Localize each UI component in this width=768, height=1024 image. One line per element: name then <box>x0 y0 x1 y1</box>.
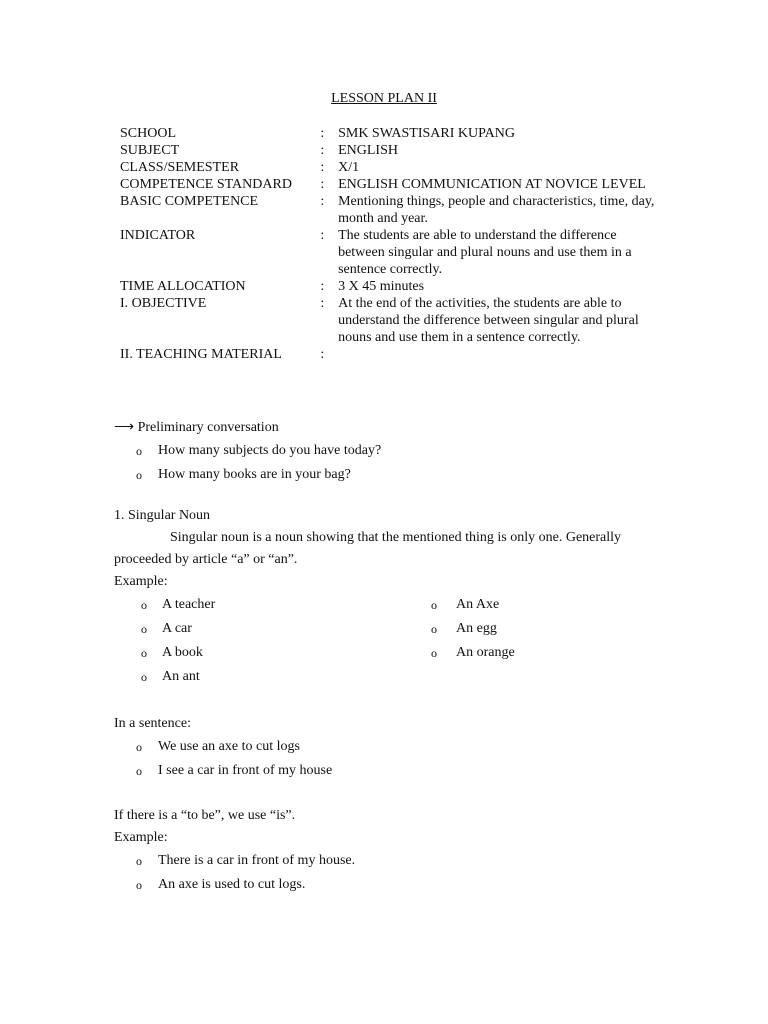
info-row <box>114 193 659 227</box>
info-colon: : <box>320 228 325 243</box>
list-item-text: An axe is used to cut logs. <box>158 877 306 892</box>
info-row <box>114 176 659 193</box>
list-item <box>114 735 674 759</box>
info-label: SUBJECT <box>120 143 180 158</box>
document-title: LESSON PLAN II <box>331 91 437 106</box>
examples-left-column <box>114 593 354 689</box>
preliminary-heading: ⟶ Preliminary conversation <box>114 420 279 435</box>
section-heading: 1. Singular Noun <box>114 508 211 523</box>
example-label: Example: <box>114 830 168 845</box>
list-item-text: A book <box>162 645 203 660</box>
list-item-text: I see a car in front of my house <box>158 763 333 778</box>
examples-columns <box>114 593 674 689</box>
list-item <box>409 617 649 641</box>
info-colon: : <box>320 177 325 192</box>
info-label: COMPETENCE STANDARD <box>120 177 292 192</box>
preliminary-section <box>114 417 674 487</box>
info-colon: : <box>320 160 325 175</box>
info-colon: : <box>320 296 325 311</box>
list-item-text: How many books are in your bag? <box>158 467 351 482</box>
info-value <box>338 346 659 363</box>
list-item-text: A teacher <box>162 597 216 612</box>
info-value: Mentioning things, people and characteristics, time, day, month and year. <box>338 194 655 226</box>
info-colon: : <box>320 126 325 141</box>
info-value: SMK SWASTISARI KUPANG <box>338 126 515 141</box>
info-label: SCHOOL <box>120 126 177 141</box>
list-item-text: An Axe <box>456 597 500 612</box>
info-value: ENGLISH COMMUNICATION AT NOVICE LEVEL <box>338 177 646 192</box>
list-item-text: A car <box>162 621 192 636</box>
sentence-label: In a sentence: <box>114 716 191 731</box>
info-row <box>114 346 659 363</box>
list-item-text: An ant <box>162 669 200 684</box>
tobe-line: If there is a “to be”, we use “is”. <box>114 808 296 823</box>
info-value: At the end of the activities, the students are able to understand the difference between singular and plural nouns and use them in a sentence correctly. <box>338 296 639 345</box>
info-label: I. OBJECTIVE <box>120 296 207 311</box>
bullet-icon: o <box>136 740 142 754</box>
info-colon: : <box>320 279 325 294</box>
bullet-icon: o <box>141 670 147 684</box>
info-label: BASIC COMPETENCE <box>120 194 259 209</box>
bullet-icon: o <box>136 444 142 458</box>
list-item <box>114 849 674 873</box>
list-item-text: There is a car in front of my house. <box>158 853 356 868</box>
bullet-icon: o <box>136 878 142 892</box>
list-item-text: We use an axe to cut logs <box>158 739 300 754</box>
info-label: INDICATOR <box>120 228 196 243</box>
list-item <box>114 617 354 641</box>
paragraph-line: Singular noun is a noun showing that the mentioned thing is only one. Generally <box>170 530 622 545</box>
info-row <box>114 159 659 176</box>
info-row <box>114 142 659 159</box>
bullet-icon: o <box>431 646 437 660</box>
bullet-icon: o <box>141 598 147 612</box>
info-label: II. TEACHING MATERIAL <box>120 347 282 362</box>
lesson-info-table <box>114 125 659 363</box>
info-row <box>114 125 659 142</box>
list-item-text: An egg <box>456 621 497 636</box>
bullet-icon: o <box>136 764 142 778</box>
info-colon: : <box>320 347 325 362</box>
list-item <box>409 641 649 665</box>
list-item <box>409 593 649 617</box>
info-row <box>114 227 659 278</box>
list-item <box>114 759 674 783</box>
bullet-icon: o <box>136 468 142 482</box>
list-item <box>114 641 354 665</box>
info-label: TIME ALLOCATION <box>120 279 246 294</box>
list-item <box>114 439 674 463</box>
info-label: CLASS/SEMESTER <box>120 160 240 175</box>
info-value: The students are able to understand the difference between singular and plural nouns and use them in a sentence correctly. <box>338 228 632 277</box>
examples-right-column <box>409 593 649 665</box>
bullet-icon: o <box>141 646 147 660</box>
info-value: ENGLISH <box>338 143 398 158</box>
info-colon: : <box>320 194 325 209</box>
bullet-icon: o <box>141 622 147 636</box>
list-item <box>114 873 674 897</box>
bullet-icon: o <box>136 854 142 868</box>
example-label: Example: <box>114 574 168 589</box>
list-item <box>114 593 354 617</box>
info-value: 3 X 45 minutes <box>338 279 425 294</box>
info-colon: : <box>320 143 325 158</box>
singular-noun-section <box>114 505 674 897</box>
list-item <box>114 665 354 689</box>
info-value: X/1 <box>338 160 360 175</box>
info-row <box>114 295 659 346</box>
info-row <box>114 278 659 295</box>
paragraph-line: proceeded by article “a” or “an”. <box>114 552 298 567</box>
list-item-text: How many subjects do you have today? <box>158 443 382 458</box>
bullet-icon: o <box>431 622 437 636</box>
bullet-icon: o <box>431 598 437 612</box>
list-item <box>114 463 674 487</box>
list-item-text: An orange <box>456 645 515 660</box>
